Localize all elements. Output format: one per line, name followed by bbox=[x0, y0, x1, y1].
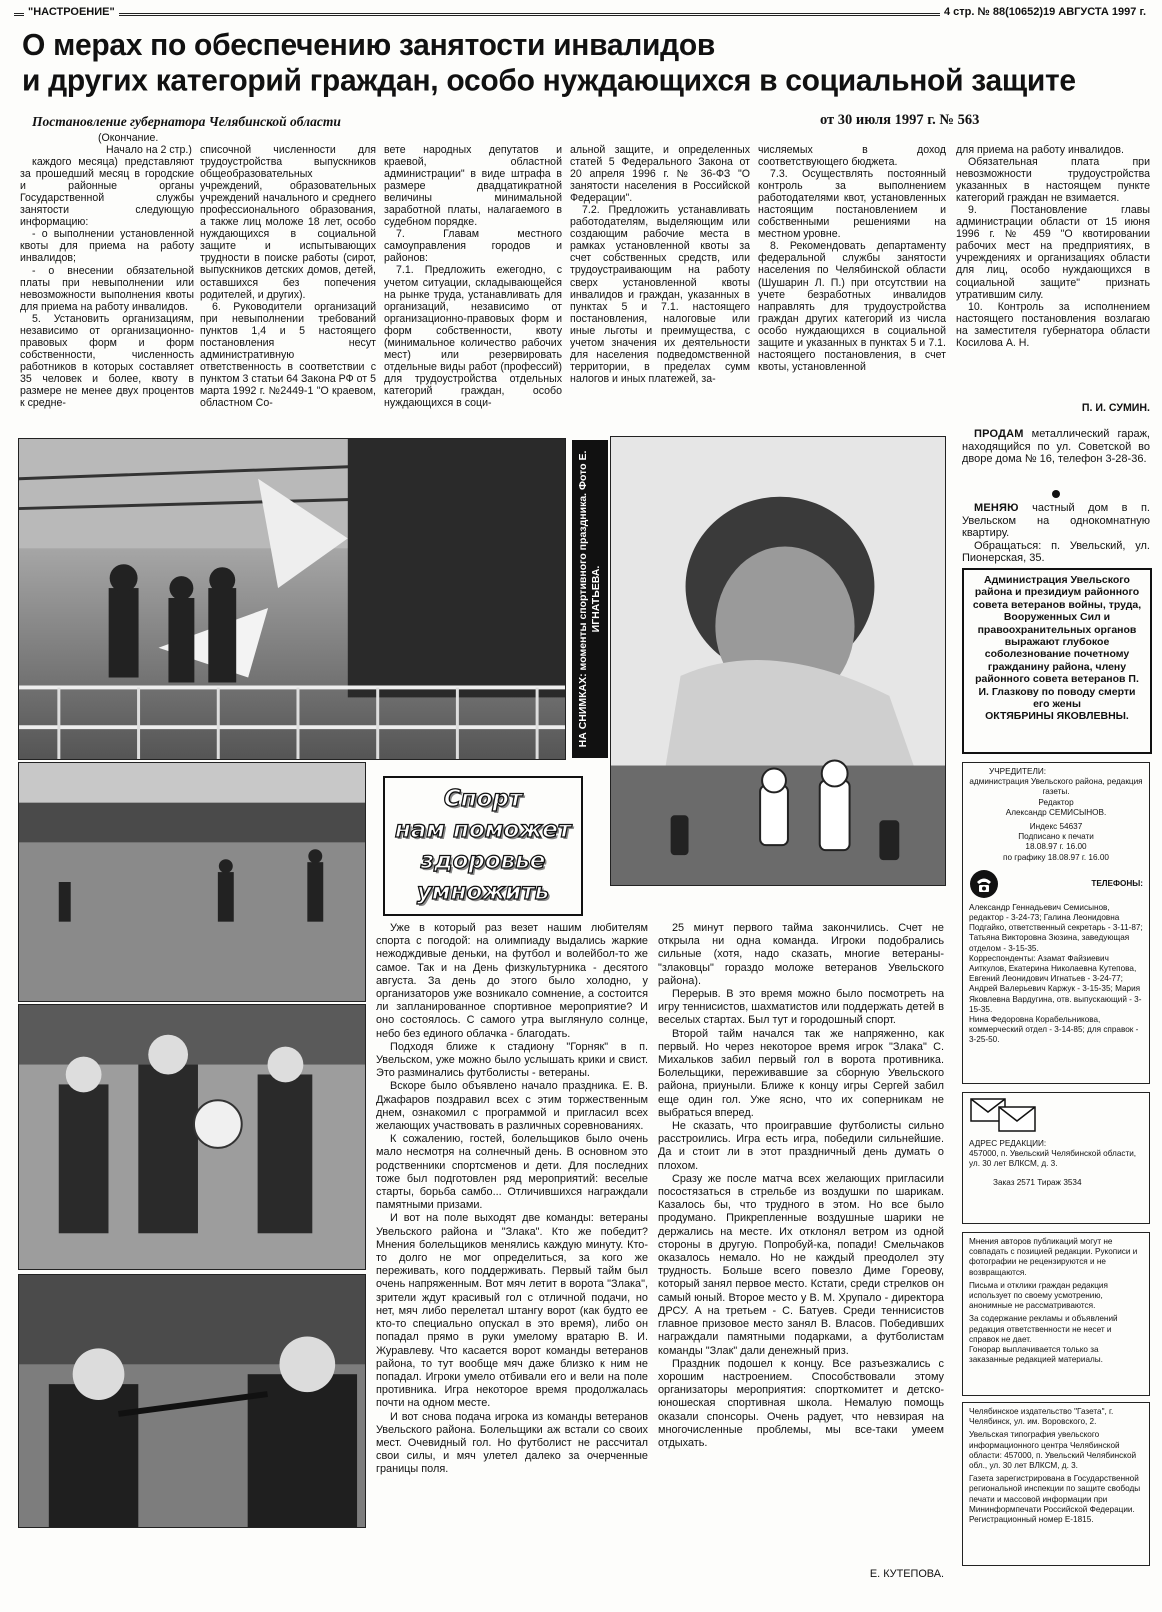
paragraph: Обязательная плата при невозможности трудоустройства указанных в настоящем пункте категорий граждан не взимается. bbox=[956, 156, 1150, 205]
ad-lead: ПРОДАМ bbox=[974, 428, 1024, 440]
ad-lead: МЕНЯЮ bbox=[974, 502, 1019, 514]
ad-text: металлический гараж, находящийся по ул. Советской во дворе дома № 16, телефон 3-28-36. bbox=[962, 428, 1150, 466]
photo-chess-boy bbox=[610, 436, 946, 886]
ad-garage-sale bbox=[962, 428, 1150, 466]
paragraph: 7.2. Предложить устанавливать работодателям, выделяющим или создающим рабочие места в рамках установленной квоты за счет собственных средств, или трудоустраивающим на работу сверх установленной квоты инвалидов и граждан, указанных в пунктах 5 и 7.1. настоящего постановления, налоговые или иные льготы и преимущества, с учетом значения их деятельности для населения подведомственной территории, в пределах сумм налогов и иных платежей, за- bbox=[570, 204, 750, 385]
paragraph: альной защите, и определенных статей 5 Федерального Закона от 20 апреля 1996 г. № 36-ФЗ "О занятости населения в Российской Федерации". bbox=[570, 144, 750, 205]
telephone-icon bbox=[969, 869, 999, 899]
correspondents: Корреспонденты: Азамат Файзиевич Аиткулов, Екатерина Николаевна Кутепова, Евгений Леонидович Игнатьев - 3-24-77; Андрей Валерьевич Каржук - 3-15-35; Мария Яковлевна Вардугина, отв. выпускающий - 3-15-35. bbox=[969, 953, 1142, 1014]
paragraph: 25 минут первого тайма закончились. Счет не открыла ни одна команда. Игроки подобрались сильные (хотя, надо сказать, многие ветераны-"злаковцы" гораздо моложе ветеранов Увельского района). bbox=[658, 922, 944, 987]
envelopes-icon bbox=[969, 1097, 1039, 1133]
disclaimer-item: Письма и отклики граждан редакция использует по своему усмотрению, анонимные не рассматриваются. bbox=[969, 1280, 1108, 1311]
condolence-name: ОКТЯБРИНЫ ЯКОВЛЕВНЫ. bbox=[985, 710, 1129, 723]
photo-children-sports bbox=[18, 1004, 366, 1270]
phones: Александр Геннадьевич Семисынов, редактор - 3-24-73; Галина Леонидовна Подгайко, ответственный секретарь - 3-11-87; Татьяна Викторовна Зюзина, заведующая отделом - 3-15-35. bbox=[969, 902, 1143, 953]
order-info: Заказ 2571 Тираж 3534 bbox=[993, 1177, 1082, 1187]
decree-date: от 30 июля 1997 г. № 563 bbox=[820, 112, 980, 128]
commercial: Нина Федоровна Корабельникова, коммерческий отдел - 3-14-85; для справок - 3-25-50. bbox=[969, 1015, 1139, 1045]
paragraph: Праздник подошел к концу. Все разъезжались с хорошим настроением. Способствовали этому организаторы мероприятия: спорткомитет и детско-юношеская спортивная школа. Немалую помощь оказали спонсоры. Очень радует, что невзирая на многочисленные проблемы, мы все-таки умеем отдыхать. bbox=[658, 1357, 944, 1449]
disclaimer-box bbox=[962, 1232, 1150, 1396]
disclaimer-item: Мнения авторов публикаций могут не совпадать с позицией редакции. Рукописи и фотографии не рецензируются и не возвращаются. bbox=[969, 1237, 1138, 1277]
section-name: "НАСТРОЕНИЕ" bbox=[24, 6, 119, 18]
article-title: Спорт нам поможет здоровье умножить bbox=[394, 786, 572, 905]
disclaimer-item: За содержание рекламы и объявлений редакция ответственности не несет и справок не дает. bbox=[969, 1314, 1118, 1344]
article-column-left bbox=[376, 922, 648, 1558]
paragraph: Уже в который раз везет нашим любителям спорта с погодой: на олимпиаду выдались жаркие нежодждивые деньки, на футбол и волейбол-то же самое. Так и на День физкультурника - десятого августа. За день до этого было холодно, у организаторов уже возникало сомнение, а состоится ли запланированное спортивное мероприятие? И оно состоялось. С самого утра выглянуло солнце, небо без единого облачка - благодать. bbox=[376, 922, 648, 1040]
article-title-box bbox=[383, 776, 583, 916]
paragraph: списочной численности для трудоустройства выпускников общеобразовательных учреждений, образовательных учреждений начального и среднего профессионального образования, а также лиц моложе 18 лет, особо нуждающихся в социальной защите и испытывающих трудности в поиске работы (сирот, выпускников детских домов, детей, оставшихся без попечения родителей, и других). bbox=[200, 144, 376, 301]
decree-column-2 bbox=[200, 144, 376, 432]
paragraph: Не сказать, что проигравшие футболисты сильно расстроились. Игра есть игра, победили сильнейшие. Да и стоит ли в этот праздничный день думать о плохом. bbox=[658, 1120, 944, 1172]
address: 457000, п. Увельский Челябинской области, ул. 30 лет ВЛКСМ, д. 3. bbox=[969, 1149, 1137, 1169]
governor-signature: П. И. СУМИН. bbox=[1081, 402, 1150, 414]
address-title: АДРЕС РЕДАКЦИИ: bbox=[969, 1139, 1047, 1148]
headline-line-2: и других категорий граждан, особо нуждающихся в социальной защите bbox=[22, 64, 1076, 98]
paragraph: (Окончание. bbox=[98, 132, 159, 144]
ad-house-exchange bbox=[962, 502, 1150, 565]
signed-time: 18.08.97 г. 16.00 bbox=[1025, 842, 1087, 852]
paragraph: И вот на поле выходят две команды: ветераны Увельского района и "Злака". Кто же победит? Мнения болельщиков менялись каждую минуту. Кто-то долго не мог определиться, за кого же переживать, кого поддерживать. Первый тайм был очень напряженным. Вот мяч летит в ворота "Злака", зрители ждут красивый гол с отличной подачи, но нет, мяч либо перелетал штангу ворот (как будто ее кто-то специально опускал в это время), либо он попадал прямо в руки умелому вратарю В. И. Журавлеву. Что касается ворот команды ветеранов района, то тут вообще мяч даже близко к ним не попадал. Игроки умело отбивали его и вели на поле противника. Игра некоторое время продолжалась почти на одном месте. bbox=[376, 1212, 648, 1410]
paragraph: Начало на 2 стр.) bbox=[106, 144, 192, 157]
ad-text: частный дом в п. Увельском на однокомнатную квартиру. bbox=[962, 502, 1150, 540]
photo-caption: НА СНИМКАХ: моменты спортивного праздника. Фото Е. ИГНАТЬЕВА. bbox=[572, 440, 608, 758]
address-box bbox=[962, 1092, 1150, 1224]
article-column-right bbox=[658, 922, 944, 1558]
paragraph: для приема на работу инвалидов. bbox=[956, 144, 1124, 156]
editor-title: Редактор bbox=[1038, 797, 1074, 807]
paragraph: Второй тайм начался так же напряженно, как первый. Но через некоторое время игрок "Злака" С. Михальков забил первый гол в ворота противника. Болельщики, переживавшие за сборную Увельского района, приуныли. Ближе к концу игры Сергей забил еще один гол. Уже ясно, что их соперникам не выбраться вперед. bbox=[658, 1027, 944, 1119]
founders-title: УЧРЕДИТЕЛИ: bbox=[989, 767, 1047, 776]
paragraph: 7.1. Предложить ежегодно, с учетом ситуации, складывающейся на рынке труда, устанавливать для организаций, независимо от организационно-правовых форм и форм собственности, квоту (минимальное количество рабочих мест) или резервировать отдельные виды работ (профессий) для трудоустройства отдельных категорий граждан, особо нуждающихся в соци- bbox=[384, 264, 562, 409]
paragraph: Вскоре было объявлено начало праздника. Е. В. Джафаров поздравил всех с этим торжественным днем, ознакомил с программой и пригласил всех желающих участвовать в различных соревнованиях. bbox=[376, 1080, 648, 1133]
printing-box bbox=[962, 1402, 1150, 1566]
paragraph: вете народных депутатов и краевой, областной администрации" в виде штрафа в размере двадцатикратной величины минимальной заработной платы, налагаемого в судебном порядке. bbox=[384, 144, 562, 229]
bullet-dot bbox=[1052, 490, 1060, 498]
decree-title: Постановление губернатора Челябинской области bbox=[32, 114, 341, 129]
decree-column-1 bbox=[20, 132, 194, 432]
paragraph: 6. Руководители организаций при невыполнении требований пунктов 1,4 и 5 настоящего постановления несут административную ответственность в соответствии с пунктом 3 статьи 64 Закона РФ от 5 марта 1992 г. №2449-1 "О краевом, областном Со- bbox=[200, 300, 376, 409]
paragraph: Подходя ближе к стадиону "Горняк" в п. Увельском, уже можно было услышать крики и свист. Это разминались футболисты - ветераны. bbox=[376, 1040, 648, 1080]
paragraph: 9. Постановление главы администрации области от 15 июня 1996 г. № 459 "О квотировании рабочих мест на предприятиях, в учреждениях и организациях области для лиц, особо нуждающихся в социальной защите" признать утратившим силу. bbox=[956, 204, 1150, 301]
paragraph: 8. Рекомендовать департаменту федеральной службы занятости населения по Челябинской области (Шушарин Л. П.) при отсутствии на учете безработных инвалидов направлять для трудоустройства граждан других категорий из числа особо нуждающихся в социальной защите и указанных в пунктах 5 и 7.1. настоящего постановления, в счет квоты, установленной bbox=[758, 240, 946, 373]
paragraph: И вот снова подача игрока из команды ветеранов Увельского района. Болельщики аж встали со своих мест. Очевидный гол. Но футболист не рассчитал свои силы, и мяч улетел далеко за очерченные границы поля. bbox=[376, 1410, 648, 1476]
paragraph: каждого месяца) представляют за прошедший месяц в городские и районные органы Государственной службы занятости следующую информацию: bbox=[20, 156, 194, 229]
imprint-box bbox=[962, 762, 1150, 1084]
paragraph: 7. Главам местного самоуправления городов и районов: bbox=[384, 228, 562, 265]
paragraph: Сразу же после матча всех желающих пригласили посостязаться в стрельбе из воздушки по шарикам. Казалось бы, что трудного в этом. Но все было продумано. Прикрепленные воздушные шарики не держались на месте. Их отклонял ветром из одной стороны в другую. Попробуй-ка, попади! Смельчаков оказалось немало. Но не каждый преодолел эту трудность. Больше всего повезло Диме Гореову, который занял первое место. Кстати, среди стрелков он самый юный. Второе место у В. М. Хрупало - директора ДРСУ. А на третьем - С. Батуев. Среди теннисистов главное призовое место занял В. Власов. Победивших награждали памятными подарками, а футболистам команды "Злак" дали денежный приз. bbox=[658, 1172, 944, 1357]
decree-column-6 bbox=[956, 144, 1150, 414]
schedule: по графику 18.08.97 г. 16.00 bbox=[1003, 852, 1109, 862]
paragraph: 5. Установить организациям, независимо от организационно-правовых форм и форм собственности, численность работников в которых составляет 35 человек и более, квоту в размере не менее двух процентов к средне- bbox=[20, 312, 194, 410]
decree-column-4 bbox=[570, 144, 750, 432]
condolence-text: Администрация Увельского района и президиум районного совета ветеранов войны, труда, Вооруженных Сил и правоохранительных органов выражают глубокое соболезнование почетному гражданину района, члену районного совета ветеранов П. И. Глазкову по поводу смерти его жены bbox=[972, 574, 1142, 711]
article-author: Е. КУТЕПОВА. bbox=[869, 1568, 944, 1580]
signed-title: Подписано к печати bbox=[1018, 832, 1094, 842]
phones-title: ТЕЛЕФОНЫ: bbox=[1091, 878, 1143, 888]
photo-stadium-flags bbox=[18, 438, 566, 760]
paragraph: - о внесении обязательной платы при невыполнении или невозможности выполнения квоты для приема на работу инвалидов. bbox=[20, 264, 194, 313]
headline-line-1: О мерах по обеспечению занятости инвалидов bbox=[22, 28, 716, 62]
condolence-box bbox=[962, 568, 1152, 754]
printing-item: Челябинское издательство "Газета", г. Челябинск, ул. им. Воровского, 2. bbox=[969, 1407, 1114, 1427]
paragraph: - о выполнении установленной квоты для приема на работу инвалидов; bbox=[20, 228, 194, 265]
editor-name: Александр СЕМИСЫНОВ. bbox=[1005, 807, 1107, 817]
photo-shooting-contest bbox=[18, 1274, 366, 1528]
printing-item: Увельская типография увельского информационного центра Челябинской области: 457000, п. Увельский Челябинской обл., ул. 30 лет ВЛКСМ, д. 3. bbox=[969, 1430, 1137, 1471]
photo-football-match bbox=[18, 762, 366, 1002]
printing-item: Газета зарегистрирована в Государственной региональной инспекции по защите свободы печати и массовой информации при Мининформпечати Российской Федерации. Регистрационный номер Е-1815. bbox=[969, 1474, 1141, 1525]
paragraph: 10. Контроль за исполнением настоящего постановления возлагаю на заместителя губернатора области Косилова А. Н. bbox=[956, 300, 1150, 349]
paragraph: числяемых в доход соответствующего бюджета. bbox=[758, 144, 946, 169]
paragraph: К сожалению, гостей, болельщиков было очень мало несмотря на солнечный день. В основном это родственники спортсменов и дети. Для последних тоже был подготовлен ряд мероприятий: веселые старты, борьба самбо... Отличившихся награждали памятными призами. bbox=[376, 1133, 648, 1212]
decree-column-5 bbox=[758, 144, 946, 432]
paragraph: 7.3. Осуществлять постоянный контроль за выполнением работодателями квот, установленных настоящим постановлением и собственными решениями на местном уровне. bbox=[758, 168, 946, 241]
issue-info: 4 стр. № 88(10652)19 АВГУСТА 1997 г. bbox=[940, 6, 1150, 18]
index: Индекс 54637 bbox=[1029, 822, 1083, 832]
decree-column-3 bbox=[384, 144, 562, 432]
paragraph: Перерыв. В это время можно было посмотреть на игру теннисистов, шахматистов или поддержать детей в веселых стартах. Был тут и городошный спорт. bbox=[658, 988, 944, 1027]
disclaimer-item: Гонорар выплачивается только за заказанные редакцией материалы. bbox=[969, 1345, 1103, 1365]
headline bbox=[22, 27, 1142, 98]
founders: администрация Увельского района, редакция газеты. bbox=[969, 777, 1143, 797]
ad-contact: Обращаться: п. Увельский, ул. Пионерская, 35. bbox=[962, 539, 1150, 565]
